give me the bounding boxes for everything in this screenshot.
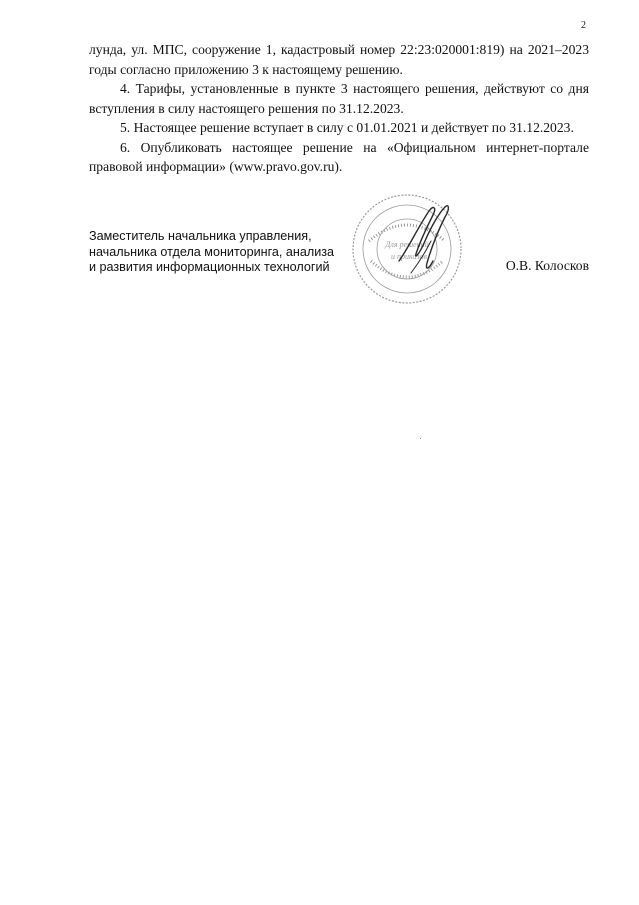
official-stamp-icon xyxy=(347,189,467,309)
document-body xyxy=(89,40,589,177)
paragraph: лунда, ул. МПС, сооружение 1, кадастровый номер 22:23:020001:819) на 2021–2023 годы согласно приложению 3 к настоящему решению. xyxy=(89,42,589,77)
signer-title-line: и развития информационных технологий xyxy=(89,260,330,275)
svg-text:и приказов: и приказов xyxy=(390,252,428,261)
paragraph: 4. Тарифы, установленные в пункте 3 настоящего решения, действуют со дня вступления в силу настоящего решения по 31.12.2023. xyxy=(89,81,589,116)
signature-block xyxy=(89,229,589,309)
paragraph: 6. Опубликовать настоящее решение на «Официальном интернет-портале правовой информации» (www.pravo.gov.ru). xyxy=(89,139,589,174)
signer-name: О.В. Колосков xyxy=(505,258,589,273)
svg-text:Для решений: Для решений xyxy=(385,240,429,249)
page-number: 2 xyxy=(581,20,586,31)
scan-artifact xyxy=(420,438,421,439)
paragraph: 5. Настоящее решение вступает в силу с 01.01.2021 и действует по 31.12.2023. xyxy=(120,120,574,135)
signer-title xyxy=(89,229,334,276)
signer-title-line: Заместитель начальника управления, xyxy=(89,229,312,243)
signer-title-line: начальника отдела мониторинга, анализа xyxy=(89,244,335,259)
